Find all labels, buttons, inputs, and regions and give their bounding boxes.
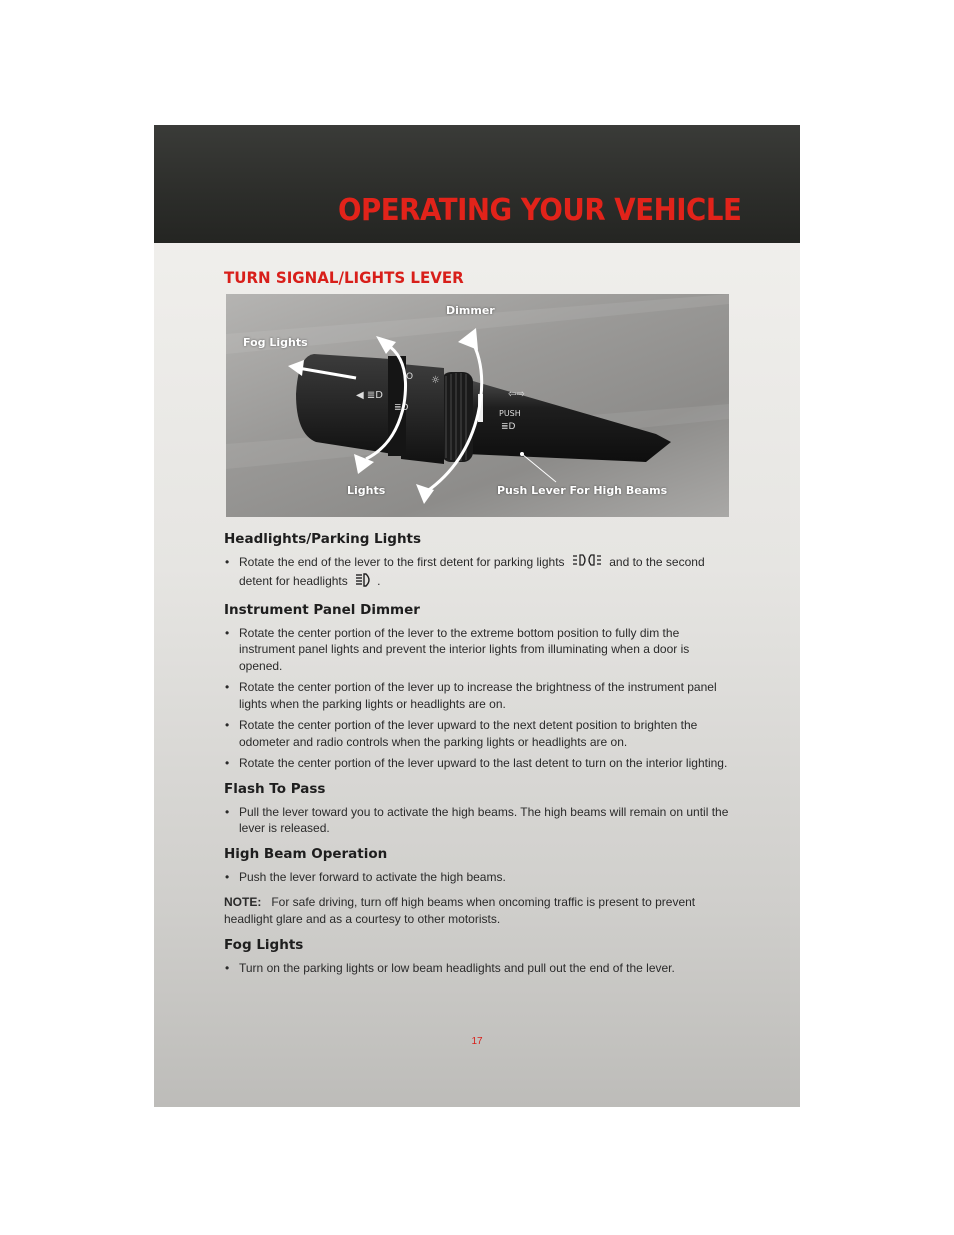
lever-photo [226,294,729,517]
fog-lights-label: Fog Lights [243,336,308,349]
flash-list [224,804,729,837]
page-title: OPERATING YOUR VEHICLE [338,193,742,228]
push-lever-label: Push Lever For High Beams [497,484,668,497]
highbeam-symbol: ≣D [501,422,516,432]
lights-label: Lights [347,484,386,497]
list-item: • Rotate the end of the lever to the first detent for parking lights and to the second detent for headlights . [224,553,729,592]
page-header [154,125,800,243]
dimmer-list [224,625,729,772]
headlight-symbol: ≣D [394,403,409,413]
list-item: • Rotate the center portion of the lever upward to the last detent to turn on the interior lighting. [224,755,729,772]
list-item: • Turn on the parking lights or low beam headlights and pull out the end of the lever. [224,960,729,977]
off-symbol: O [406,372,414,382]
manual-page [154,125,800,1107]
headlights-heading: Headlights/Parking Lights [224,531,422,547]
wiper-symbol: ⇦⇨ [508,389,525,400]
fog-list [224,960,729,977]
highbeam-section [224,846,729,886]
list-item: • Rotate the center portion of the lever upward to the next detent position to brighten the odometer and radio controls when the parking lights or headlights are on. [224,717,729,750]
page-content [224,531,729,977]
note-text: For safe driving, turn off high beams when oncoming traffic is present to prevent headlight glare and as a courtesy to other motorists. [224,895,696,927]
list-item: • Rotate the center portion of the lever up to increase the brightness of the instrument panel lights when the parking lights or headlights are on. [224,679,729,712]
list-item: • Pull the lever toward you to activate the high beams. The high beams will remain on until the lever is released. [224,804,729,837]
flash-heading: Flash To Pass [224,780,326,797]
parking-lights-icon [572,553,602,572]
list-item: • Push the lever forward to activate the high beams. [224,869,729,886]
fog-section [224,937,729,977]
section-title: TURN SIGNAL/LIGHTS LEVER [224,268,464,287]
dimmer-label: Dimmer [446,304,495,317]
highbeam-list [224,869,729,886]
dimmer-heading: Instrument Panel Dimmer [224,601,420,618]
page-number: 17 [471,1036,483,1047]
dimmer-section [224,602,729,772]
note-label: NOTE: [224,895,262,910]
headlights-section [224,531,729,592]
dimmer-symbol: ☼ [431,375,440,386]
list-item: • Rotate the center portion of the lever to the extreme bottom position to fully dim the instrument panel lights and prevent the interior lights from illuminating when a door is opened. [224,625,729,675]
headlights-icon [355,573,373,592]
headlights-list [224,553,729,592]
safety-note [224,894,729,928]
push-symbol: PUSH [499,409,521,418]
fog-heading: Fog Lights [224,937,304,954]
flash-section [224,781,729,837]
highbeam-heading: High Beam Operation [224,845,388,862]
fog-symbol: ◀ ≣D [356,390,383,401]
